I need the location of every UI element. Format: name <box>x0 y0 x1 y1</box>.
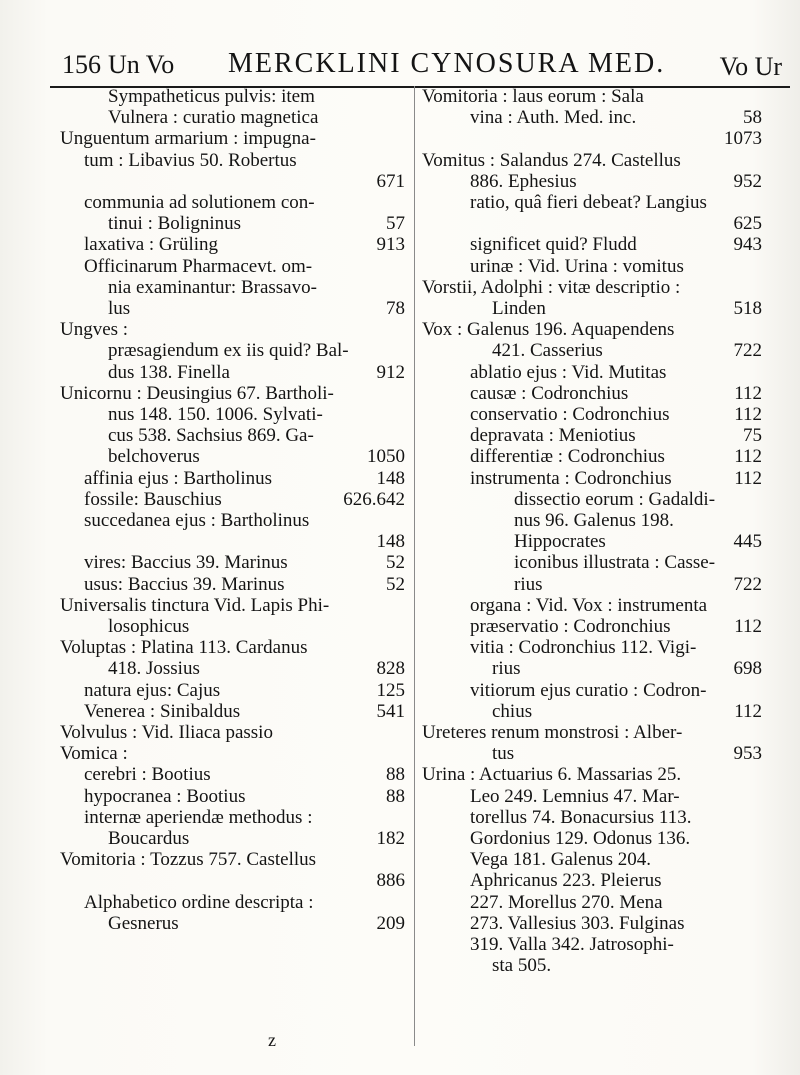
entry-page-ref: 182 <box>376 828 405 850</box>
entry-text: conservatio : Codronchius <box>470 404 670 426</box>
index-entry-line <box>60 171 405 192</box>
index-entry-line <box>422 383 762 404</box>
index-entry-line <box>422 107 762 128</box>
entry-page-ref: 541 <box>376 700 405 722</box>
index-entry-line <box>60 595 405 616</box>
index-entry-line <box>422 934 762 955</box>
entry-text: Sympatheticus pulvis: item <box>108 86 315 107</box>
entry-text: laxativa : Grüling <box>84 234 219 256</box>
index-entry-line <box>422 786 762 807</box>
entry-text: Boucardus <box>108 828 190 850</box>
entry-text: vires: Baccius 39. Marinus <box>84 552 288 574</box>
entry-text: losophicus <box>108 616 190 638</box>
index-entry-line <box>422 616 762 637</box>
entry-page-ref: 671 <box>376 170 405 192</box>
entry-page-ref: 112 <box>734 616 762 638</box>
index-entry-line <box>422 468 762 489</box>
index-entry-line <box>422 531 762 552</box>
catchletters-left: Un Vo <box>108 50 175 79</box>
entry-text: Alphabetico ordine descripta : <box>84 891 314 913</box>
entry-text: vina : Auth. Med. inc. <box>470 107 637 129</box>
left-index-column <box>60 86 405 934</box>
index-entry-line <box>60 128 405 149</box>
entry-text: organa : Vid. Vox : instrumenta <box>470 594 708 616</box>
entry-text: Urina : Actuarius 6. Massarias 25. <box>422 764 682 786</box>
entry-text: 418. Jossius <box>108 658 200 680</box>
catchletters-right: Vo Ur <box>719 52 782 81</box>
index-entry-line <box>422 722 762 743</box>
entry-text: internæ aperiendæ methodus : <box>84 806 313 828</box>
entry-text: Gesnerus <box>108 912 179 934</box>
index-entry-line <box>422 150 762 171</box>
index-entry-line <box>60 234 405 255</box>
index-entry-line <box>60 849 405 870</box>
entry-text: Vomitoria : Tozzus 757. Castellus <box>60 849 317 871</box>
entry-text: Vulnera : curatio magnetica <box>108 107 319 129</box>
entry-text: Officinarum Pharmacevt. om- <box>84 255 313 277</box>
index-entry-line <box>60 531 405 552</box>
index-entry-line <box>422 404 762 425</box>
entry-page-ref: 952 <box>733 170 762 192</box>
entry-page-ref: 58 <box>743 107 762 129</box>
index-entry-line <box>60 807 405 828</box>
entry-text: instrumenta : Codronchius <box>470 467 672 489</box>
index-entry-line <box>422 680 762 701</box>
entry-text: 273. Vallesius 303. Fulginas <box>470 912 685 934</box>
index-entry-line <box>422 870 762 891</box>
entry-text: Unguentum armarium : impugna- <box>60 128 316 150</box>
index-entry-line <box>60 468 405 489</box>
entry-text: Vomitoria : laus eorum : Sala <box>422 86 644 107</box>
index-entry-line <box>422 192 762 213</box>
entry-text: usus: Baccius 39. Marinus <box>84 573 285 595</box>
index-entry-line <box>422 764 762 785</box>
entry-page-ref: 57 <box>386 213 405 235</box>
entry-page-ref: 518 <box>733 298 762 319</box>
index-entry-line <box>422 340 762 361</box>
index-entry-line <box>422 637 762 658</box>
entry-text: Ureteres renum monstrosi : Alber- <box>422 722 683 744</box>
entry-text: rius <box>492 658 521 680</box>
entry-page-ref: 722 <box>733 340 762 362</box>
entry-page-ref: 912 <box>376 361 405 383</box>
index-entry-line <box>60 425 405 446</box>
index-entry-line <box>60 383 405 404</box>
entry-text: 421. Casserius <box>492 340 603 362</box>
running-head <box>50 44 790 88</box>
index-entry-line <box>60 192 405 213</box>
entry-page-ref: 148 <box>376 467 405 489</box>
index-entry-line <box>60 510 405 531</box>
entry-text: Vox : Galenus 196. Aquapendens <box>422 319 675 341</box>
entry-text: Vega 181. Galenus 204. <box>470 849 651 871</box>
index-entry-line <box>422 849 762 870</box>
entry-text: urinæ : Vid. Urina : vomitus <box>470 255 684 277</box>
entry-page-ref: 953 <box>733 743 762 765</box>
entry-page-ref: 886 <box>376 870 405 892</box>
entry-text: 886. Ephesius <box>470 170 577 192</box>
entry-text: Vomitus : Salandus 274. Castellus <box>422 149 681 171</box>
entry-page-ref: 913 <box>376 234 405 256</box>
entry-text: communia ad solutionem con- <box>84 192 315 213</box>
index-entry-line <box>422 319 762 340</box>
entry-text: Volvulus : Vid. Iliaca passio <box>60 722 273 744</box>
entry-page-ref: 1050 <box>367 446 405 468</box>
index-entry-line <box>422 913 762 934</box>
entry-page-ref: 112 <box>734 700 762 722</box>
index-entry-line <box>60 256 405 277</box>
entry-page-ref: 52 <box>386 573 405 595</box>
index-entry-line <box>422 574 762 595</box>
index-entry-line <box>422 489 762 510</box>
entry-text: fossile: Bauschius <box>84 488 222 510</box>
index-entry-line <box>60 786 405 807</box>
index-entry-line <box>60 743 405 764</box>
entry-page-ref: 1073 <box>724 128 762 150</box>
entry-text: sta 505. <box>492 955 552 977</box>
index-entry-line <box>422 362 762 383</box>
index-entry-line <box>422 552 762 573</box>
index-entry-line <box>60 680 405 701</box>
index-entry-line <box>422 425 762 446</box>
entry-text: natura ejus: Cajus <box>84 679 221 701</box>
entry-page-ref: 112 <box>734 382 762 404</box>
index-entry-line <box>60 298 405 319</box>
index-entry-line <box>422 234 762 255</box>
entry-text: cus 538. Sachsius 869. Ga- <box>108 425 314 447</box>
index-entry-line <box>60 552 405 573</box>
index-entry-line <box>422 807 762 828</box>
index-entry-line <box>422 828 762 849</box>
running-title: MERCKLINI CYNOSURA MED. <box>228 48 666 79</box>
index-entry-line <box>60 892 405 913</box>
index-entry-line <box>60 277 405 298</box>
index-entry-line <box>422 955 762 976</box>
index-entry-line <box>422 171 762 192</box>
index-entry-line <box>60 637 405 658</box>
entry-text: 227. Morellus 270. Mena <box>470 891 663 913</box>
entry-text: tinui : Boligninus <box>108 213 242 235</box>
index-entry-line <box>422 86 762 107</box>
entry-page-ref: 88 <box>386 785 405 807</box>
index-entry-line <box>60 319 405 340</box>
entry-page-ref: 148 <box>376 531 405 553</box>
entry-page-ref: 112 <box>734 404 762 426</box>
entry-text: causæ : Codronchius <box>470 382 629 404</box>
entry-text: Linden <box>492 298 546 319</box>
index-entry-line <box>422 128 762 149</box>
entry-text: nus 148. 150. 1006. Sylvati- <box>108 404 323 426</box>
entry-page-ref: 75 <box>743 425 762 447</box>
page-number: 156 <box>62 50 101 79</box>
entry-text: vitia : Codronchius 112. Vigi- <box>470 637 697 659</box>
entry-text: ablatio ejus : Vid. Mutitas <box>470 361 667 383</box>
index-entry-line <box>422 510 762 531</box>
entry-page-ref: 722 <box>733 573 762 595</box>
entry-text: Gordonius 129. Odonus 136. <box>470 828 691 850</box>
index-entry-line <box>60 404 405 425</box>
entry-text: nus 96. Galenus 198. <box>514 510 674 532</box>
entry-page-ref: 445 <box>733 531 762 553</box>
column-divider <box>414 86 415 1046</box>
entry-page-ref: 828 <box>376 658 405 680</box>
index-entry-line <box>60 362 405 383</box>
entry-text: succedanea ejus : Bartholinus <box>84 510 310 532</box>
entry-text: Leo 249. Lemnius 47. Mar- <box>470 785 680 807</box>
entry-text: lus <box>108 298 131 320</box>
entry-text: tus <box>492 743 515 765</box>
index-entry-line <box>60 658 405 679</box>
entry-page-ref: 943 <box>733 234 762 256</box>
entry-text: Voluptas : Platina 113. Cardanus <box>60 637 308 659</box>
entry-text: vitiorum ejus curatio : Codron- <box>470 679 707 701</box>
entry-text: dus 138. Finella <box>108 361 230 383</box>
entry-page-ref: 112 <box>734 446 762 468</box>
index-entry-line <box>60 828 405 849</box>
entry-text: rius <box>514 573 543 595</box>
index-entry-line <box>60 446 405 467</box>
entry-text: differentiæ : Codronchius <box>470 446 665 468</box>
entry-page-ref: 698 <box>733 658 762 680</box>
index-entry-line <box>422 277 762 298</box>
entry-text: cerebri : Bootius <box>84 764 211 786</box>
entry-text: Aphricanus 223. Pleierus <box>470 870 662 892</box>
index-entry-line <box>422 658 762 679</box>
entry-text: Venerea : Sinibaldus <box>84 700 241 722</box>
index-entry-line <box>60 340 405 361</box>
entry-text: Universalis tinctura Vid. Lapis Phi- <box>60 594 330 616</box>
entry-text: Hippocrates <box>514 531 606 553</box>
index-entry-line <box>422 298 762 319</box>
entry-text: affinia ejus : Bartholinus <box>84 467 273 489</box>
entry-page-ref: 112 <box>734 467 762 489</box>
index-entry-line <box>60 107 405 128</box>
entry-text: tum : Libavius 50. Robertus <box>84 149 297 171</box>
entry-text: iconibus illustrata : Casse- <box>514 552 716 574</box>
entry-text: ratio, quâ fieri debeat? Langius <box>470 192 707 213</box>
index-entry-line <box>422 892 762 913</box>
entry-text: torellus 74. Bonacursius 113. <box>470 806 692 828</box>
index-entry-line <box>60 86 405 107</box>
entry-page-ref: 625 <box>733 213 762 235</box>
entry-text: depravata : Meniotius <box>470 425 636 447</box>
index-entry-line <box>60 616 405 637</box>
right-index-column <box>422 86 762 977</box>
index-entry-line <box>422 446 762 467</box>
entry-text: significet quid? Fludd <box>470 234 637 256</box>
entry-text: Vomica : <box>60 743 128 765</box>
entry-text: nia examinantur: Brassavo- <box>108 276 317 298</box>
index-entry-line <box>60 764 405 785</box>
entry-text: dissectio eorum : Gadaldi- <box>514 488 716 510</box>
entry-page-ref: 52 <box>386 552 405 574</box>
index-entry-line <box>60 870 405 891</box>
index-entry-line <box>60 913 405 934</box>
index-entry-line <box>60 574 405 595</box>
entry-page-ref: 78 <box>386 298 405 320</box>
index-entry-line <box>422 701 762 722</box>
index-entry-line <box>422 256 762 277</box>
entry-text: præsagiendum ex iis quid? Bal- <box>108 340 349 362</box>
index-entry-line <box>60 722 405 743</box>
entry-text: Unicornu : Deusingius 67. Bartholi- <box>60 382 334 404</box>
entry-text: Ungves : <box>60 319 129 341</box>
index-entry-line <box>422 213 762 234</box>
signature-mark: z <box>268 1030 276 1050</box>
index-entry-line <box>422 595 762 616</box>
index-entry-line <box>60 150 405 171</box>
index-entry-line <box>60 489 405 510</box>
entry-text: præservatio : Codronchius <box>470 616 671 638</box>
entry-text: chius <box>492 700 533 722</box>
entry-text: hypocranea : Bootius <box>84 785 246 807</box>
index-entry-line <box>60 213 405 234</box>
entry-page-ref: 125 <box>376 679 405 701</box>
index-entry-line <box>60 701 405 722</box>
entry-page-ref: 626.642 <box>343 488 405 510</box>
entry-text: 319. Valla 342. Jatrosophi- <box>470 934 674 956</box>
entry-text: Vorstii, Adolphi : vitæ descriptio : <box>422 276 681 298</box>
entry-page-ref: 209 <box>376 912 405 934</box>
index-entry-line <box>422 743 762 764</box>
entry-text: belchoverus <box>108 446 200 468</box>
entry-page-ref: 88 <box>386 764 405 786</box>
